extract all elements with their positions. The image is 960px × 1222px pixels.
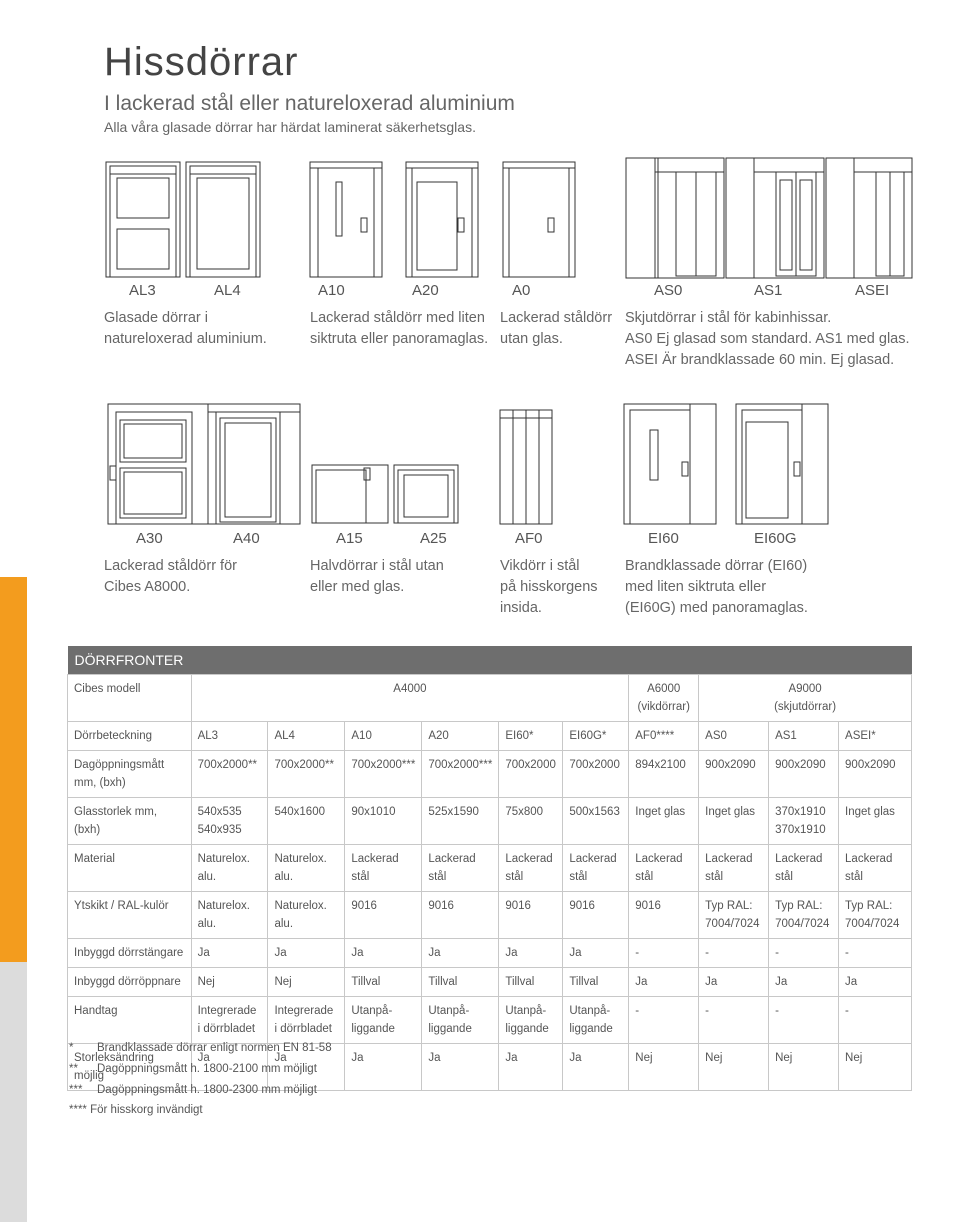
table-cell: AL4 bbox=[268, 722, 345, 751]
table-cell: 700x2000*** bbox=[422, 751, 499, 798]
code-a10: A10 bbox=[318, 282, 345, 299]
row-label: Dagöppningsmått mm, (bxh) bbox=[68, 751, 192, 798]
table-cell: 9016 bbox=[422, 892, 499, 939]
table-cell: Nej bbox=[191, 968, 268, 997]
table-cell: Ja bbox=[563, 1044, 629, 1091]
table-cell: 700x2000 bbox=[563, 751, 629, 798]
table-cell: Tillval bbox=[563, 968, 629, 997]
code-a25: A25 bbox=[420, 530, 447, 547]
table-cell: 525x1590 bbox=[422, 798, 499, 845]
table-cell: Ja bbox=[345, 1044, 422, 1091]
door-a25-drawing bbox=[394, 465, 458, 523]
table-cell: Typ RAL: 7004/7024 bbox=[699, 892, 769, 939]
table-cell: Lackerad stål bbox=[839, 845, 912, 892]
desc-a15-a25: Halvdörrar i stål utan eller med glas. bbox=[310, 558, 444, 595]
table-cell: Ja bbox=[422, 939, 499, 968]
table-cell: Integrerade i dörrbladet bbox=[268, 997, 345, 1044]
model-a6000: A6000 (vikdörrar) bbox=[629, 675, 699, 722]
table-cell: Ja bbox=[191, 939, 268, 968]
table-cell: Nej bbox=[268, 968, 345, 997]
table-cell: Ja bbox=[191, 1044, 268, 1091]
code-ei60: EI60 bbox=[648, 530, 679, 547]
table-cell: Naturelox. alu. bbox=[268, 892, 345, 939]
table-cell: AS0 bbox=[699, 722, 769, 751]
table-title: DÖRRFRONTER bbox=[68, 646, 912, 675]
desc-as: Skjutdörrar i stål för kabinhissar. AS0 Ej glasad som standard. AS1 med glas. ASEI Är brandklassade 60 min. Ej glasad. bbox=[625, 310, 910, 368]
code-a40: A40 bbox=[233, 530, 260, 547]
table-cell: Ja bbox=[268, 939, 345, 968]
desc-ei60: Brandklassade dörrar (EI60) med liten siktruta eller (EI60G) med panoramaglas. bbox=[625, 558, 808, 616]
table-cell: - bbox=[629, 939, 699, 968]
table-cell: Lackerad stål bbox=[563, 845, 629, 892]
table-cell: Ja bbox=[422, 1044, 499, 1091]
page-subtitle: I lackerad stål eller natureloxerad aluminium bbox=[104, 92, 515, 115]
table-row bbox=[68, 722, 912, 751]
desc-a10-a20: Lackerad ståldörr med liten siktruta eller panoramaglas. bbox=[310, 310, 489, 347]
table-cell: 900x2090 bbox=[769, 751, 839, 798]
desc-af0: Vikdörr i stål på hisskorgens insida. bbox=[500, 558, 598, 616]
table-cell: Ja bbox=[563, 939, 629, 968]
row-label: Storleksändring möjlig bbox=[68, 1044, 192, 1091]
table-cell: Integrerade i dörrbladet bbox=[191, 997, 268, 1044]
table-cell: Tillval bbox=[422, 968, 499, 997]
door-al4-drawing bbox=[186, 162, 260, 277]
grey-side-bar bbox=[0, 962, 27, 1222]
door-as1-drawing bbox=[726, 158, 824, 278]
table-cell: 9016 bbox=[563, 892, 629, 939]
code-a30: A30 bbox=[136, 530, 163, 547]
footnote-4: **** För hisskorg invändigt bbox=[69, 1104, 203, 1116]
door-al3-drawing bbox=[106, 162, 180, 277]
table-row bbox=[68, 892, 912, 939]
table-cell: Ja bbox=[499, 939, 563, 968]
door-a20-drawing bbox=[406, 162, 478, 277]
table-cell: Lackerad stål bbox=[345, 845, 422, 892]
table-cell: 540x1600 bbox=[268, 798, 345, 845]
door-a30-drawing bbox=[108, 404, 208, 524]
model-label: Cibes modell bbox=[68, 675, 192, 722]
table-cell: Inget glas bbox=[839, 798, 912, 845]
table-cell: Ja bbox=[345, 939, 422, 968]
table-cell: - bbox=[629, 997, 699, 1044]
table-cell: Lackerad stål bbox=[699, 845, 769, 892]
table-cell: EI60* bbox=[499, 722, 563, 751]
door-a40-drawing bbox=[208, 404, 300, 524]
table-cell: 9016 bbox=[499, 892, 563, 939]
table-cell: 700x2000** bbox=[191, 751, 268, 798]
table-cell: A10 bbox=[345, 722, 422, 751]
table-cell: Inget glas bbox=[629, 798, 699, 845]
table-cell: Tillval bbox=[499, 968, 563, 997]
table-row-models bbox=[68, 675, 912, 722]
row-label: Handtag bbox=[68, 997, 192, 1044]
model-a4000: A4000 bbox=[191, 675, 629, 722]
footnote-3: *** Dagöppningsmått h. 1800-2300 mm möjligt bbox=[69, 1084, 317, 1096]
code-asei: ASEI bbox=[855, 282, 890, 299]
table-row bbox=[68, 997, 912, 1044]
table-cell: Inget glas bbox=[699, 798, 769, 845]
table-cell: 700x2000** bbox=[268, 751, 345, 798]
table-cell: Naturelox. alu. bbox=[191, 892, 268, 939]
table-cell: 9016 bbox=[629, 892, 699, 939]
desc-al: Glasade dörrar i natureloxerad aluminium. bbox=[104, 310, 267, 347]
table-cell: - bbox=[769, 939, 839, 968]
table-cell: Ja bbox=[699, 968, 769, 997]
row-label: Glasstorlek mm, (bxh) bbox=[68, 798, 192, 845]
table-cell: - bbox=[699, 997, 769, 1044]
table-cell: Lackerad stål bbox=[769, 845, 839, 892]
table-cell: AF0**** bbox=[629, 722, 699, 751]
table-cell: Ja bbox=[499, 1044, 563, 1091]
table-row bbox=[68, 968, 912, 997]
door-ei60g-drawing bbox=[736, 404, 828, 524]
table-cell: - bbox=[699, 939, 769, 968]
table-cell: Typ RAL: 7004/7024 bbox=[769, 892, 839, 939]
row-label: Inbyggd dörröppnare bbox=[68, 968, 192, 997]
row-label: Inbyggd dörrstängare bbox=[68, 939, 192, 968]
code-as1: AS1 bbox=[754, 282, 783, 299]
code-a0: A0 bbox=[512, 282, 531, 299]
table-row bbox=[68, 939, 912, 968]
table-cell: 9016 bbox=[345, 892, 422, 939]
table-cell: - bbox=[769, 997, 839, 1044]
desc-a30-a40: Lackerad ståldörr för Cibes A8000. bbox=[104, 558, 237, 595]
table-cell: Naturelox. alu. bbox=[191, 845, 268, 892]
table-cell: Utanpå- liggande bbox=[422, 997, 499, 1044]
code-a15: A15 bbox=[336, 530, 363, 547]
table-cell: - bbox=[839, 997, 912, 1044]
table-cell: 75x800 bbox=[499, 798, 563, 845]
table-cell: EI60G* bbox=[563, 722, 629, 751]
table-cell: Nej bbox=[839, 1044, 912, 1091]
table-body bbox=[68, 722, 912, 1091]
table-cell: 500x1563 bbox=[563, 798, 629, 845]
table-cell: ASEI* bbox=[839, 722, 912, 751]
door-asei-drawing bbox=[826, 158, 912, 278]
table-cell: Lackerad stål bbox=[499, 845, 563, 892]
door-ei60-drawing bbox=[624, 404, 716, 524]
table-cell: 900x2090 bbox=[839, 751, 912, 798]
table-cell: 700x2000*** bbox=[345, 751, 422, 798]
row-label: Ytskikt / RAL-kulör bbox=[68, 892, 192, 939]
table-cell: Utanpå- liggande bbox=[345, 997, 422, 1044]
code-al3: AL3 bbox=[129, 282, 156, 299]
table-cell: Ja bbox=[268, 1044, 345, 1091]
door-a15-drawing bbox=[312, 465, 388, 523]
glass-note: Alla våra glasade dörrar har härdat laminerat säkerhetsglas. bbox=[104, 119, 476, 135]
code-al4: AL4 bbox=[214, 282, 241, 299]
page-title: Hissdörrar bbox=[104, 40, 299, 84]
table-cell: Tillval bbox=[345, 968, 422, 997]
table-cell: Utanpå- liggande bbox=[563, 997, 629, 1044]
table-cell: 370x1910 370x1910 bbox=[769, 798, 839, 845]
footnote-2: ** Dagöppningsmått h. 1800-2100 mm möjligt bbox=[69, 1063, 317, 1075]
code-as0: AS0 bbox=[654, 282, 683, 299]
door-af0-drawing bbox=[500, 410, 552, 524]
table-cell: Nej bbox=[629, 1044, 699, 1091]
code-ei60g: EI60G bbox=[754, 530, 797, 547]
code-af0: AF0 bbox=[515, 530, 543, 547]
table-cell: Nej bbox=[699, 1044, 769, 1091]
row-label: Dörrbeteckning bbox=[68, 722, 192, 751]
code-a20: A20 bbox=[412, 282, 439, 299]
table-row bbox=[68, 845, 912, 892]
table-row bbox=[68, 751, 912, 798]
table-cell: 900x2090 bbox=[699, 751, 769, 798]
footnote-1: * Brandklassade dörrar enligt normen EN 81-58 bbox=[69, 1042, 332, 1054]
table-cell: - bbox=[839, 939, 912, 968]
table-cell: Lackerad stål bbox=[629, 845, 699, 892]
table-cell: Ja bbox=[629, 968, 699, 997]
table-cell: Typ RAL: 7004/7024 bbox=[839, 892, 912, 939]
door-as0-drawing bbox=[626, 158, 724, 278]
table-cell: Ja bbox=[839, 968, 912, 997]
table-cell: AS1 bbox=[769, 722, 839, 751]
table-cell: Utanpå- liggande bbox=[499, 997, 563, 1044]
table-title-row bbox=[68, 646, 912, 675]
table-cell: AL3 bbox=[191, 722, 268, 751]
desc-a0: Lackerad ståldörr utan glas. bbox=[500, 310, 613, 347]
table-row bbox=[68, 798, 912, 845]
table-cell: A20 bbox=[422, 722, 499, 751]
table-cell: 700x2000 bbox=[499, 751, 563, 798]
model-a9000: A9000 (skjutdörrar) bbox=[699, 675, 912, 722]
table-cell: 894x2100 bbox=[629, 751, 699, 798]
door-a10-drawing bbox=[310, 162, 382, 277]
table-cell: Nej bbox=[769, 1044, 839, 1091]
table-cell: 90x1010 bbox=[345, 798, 422, 845]
table-cell: Naturelox. alu. bbox=[268, 845, 345, 892]
row-label: Material bbox=[68, 845, 192, 892]
door-a0-drawing bbox=[503, 162, 575, 277]
table-cell: 540x535 540x935 bbox=[191, 798, 268, 845]
table-cell: Ja bbox=[769, 968, 839, 997]
table-cell: Lackerad stål bbox=[422, 845, 499, 892]
door-fronts-table bbox=[67, 646, 912, 1091]
